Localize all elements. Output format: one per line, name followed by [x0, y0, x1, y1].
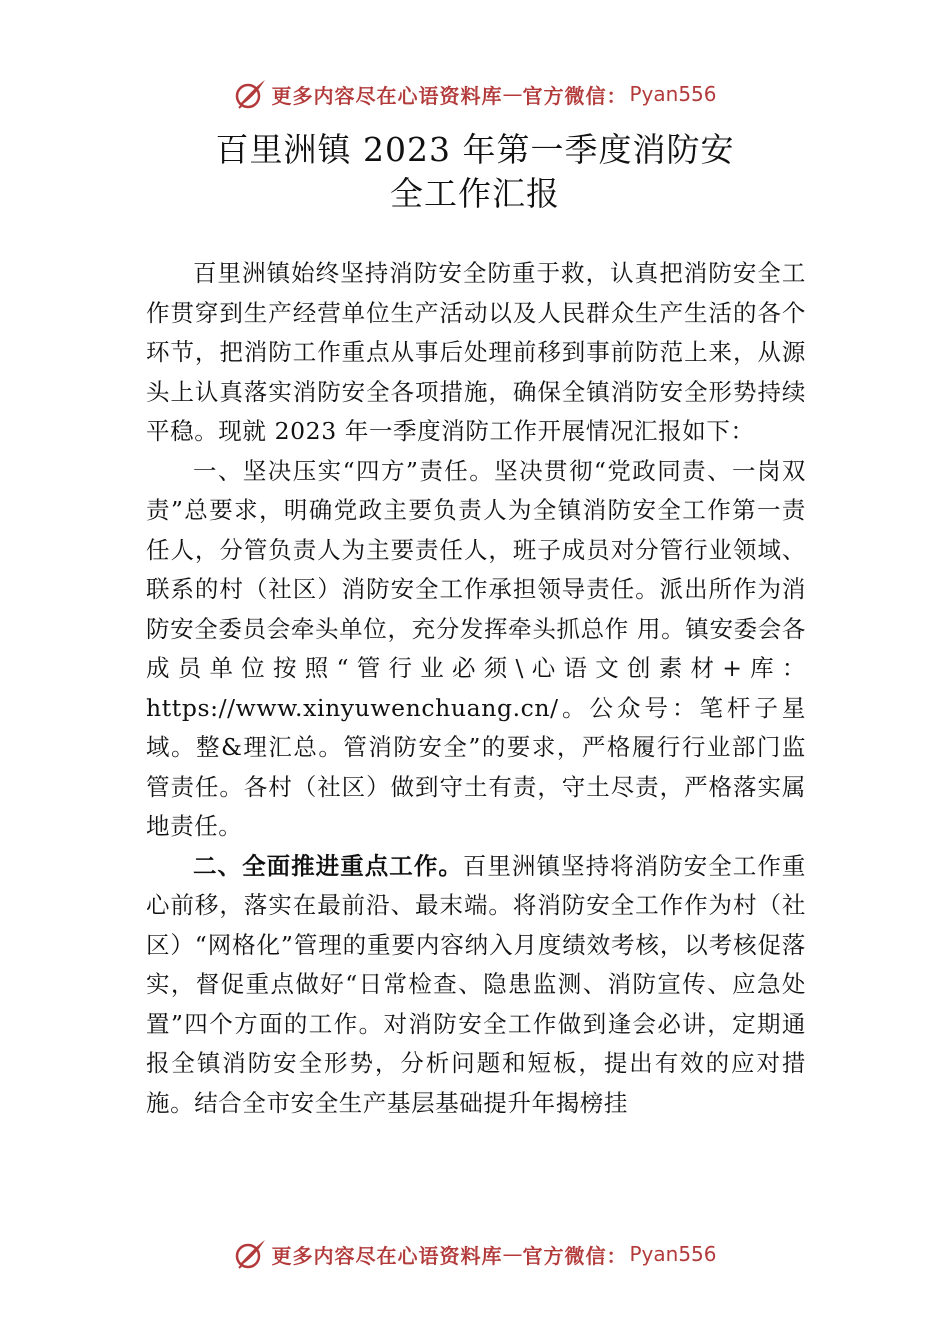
document-body: [146, 254, 806, 1123]
quill-logo-icon: [233, 77, 267, 111]
watermark-footer: [0, 1232, 950, 1276]
paragraph-section-2: [146, 847, 806, 1124]
watermark-separator: —: [502, 82, 523, 106]
watermark-official: 官方微信：: [522, 83, 628, 108]
document-title: [0, 128, 950, 216]
watermark-official: 官方微信：: [522, 1243, 628, 1268]
watermark-text: 更多内容尽在心语资料库: [271, 83, 503, 108]
section-heading: 二、全面推进重点工作。: [193, 851, 463, 880]
title-line-1: 百里洲镇 2023 年第一季度消防安: [215, 130, 735, 169]
watermark-id: Pyan556: [629, 82, 717, 106]
paragraph-intro: [146, 254, 806, 452]
quill-logo-icon: [233, 1237, 267, 1271]
paragraph-text: 百里洲镇始终坚持消防安全防重于救，认真把消防安全工作贯穿到生产经营单位生产活动以及人民群众生产生活的各个环节，把消防工作重点从事后处理前移到事前防范上来，从源头上认真落实消防安全各项措施，确保全镇消防安全形势持续平稳。现就 2023 年一季度消防工作开展情况汇报如下：: [146, 259, 806, 445]
watermark-separator: —: [502, 1242, 523, 1266]
watermark-id: Pyan556: [629, 1242, 717, 1266]
paragraph-text: 一、坚决压实“四方”责任。坚决贯彻“党政同责、一岗双责”总要求，明确党政主要负责人为全镇消防安全工作第一责任人，分管负责人为主要责任人，班子成员对分管行业领域、联系的村（社区）消防安全工作承担领导责任。派出所作为消防安全委员会牵头单位，充分发挥牵头抓总作 用。镇安委会各成员单位按照“管行业必须\心语文创素材+库：https://www.xinyuwenchuang.cn/。公众号：笔杆子星域。整&理汇总。管消防安全”的要求，严格履行行业部门监管责任。各村（社区）做到守土有责，守土尽责，严格落实属地责任。: [146, 456, 806, 840]
paragraph-text: 百里洲镇坚持将消防安全工作重心前移，落实在最前沿、最末端。将消防安全工作作为村（社区）“网格化”管理的重要内容纳入月度绩效考核，以考核促落实，督促重点做好“日常检查、隐患监测、消防宣传、应急处置”四个方面的工作。对消防安全工作做到逢会必讲，定期通报全镇消防安全形势，分析问题和短板，提出有效的应对措施。结合全市安全生产基层基础提升年揭榜挂: [146, 851, 806, 1117]
watermark-header: [0, 72, 950, 116]
watermark-text: 更多内容尽在心语资料库: [271, 1243, 503, 1268]
title-line-2: 全工作汇报: [390, 174, 560, 213]
paragraph-section-1: [146, 452, 806, 847]
